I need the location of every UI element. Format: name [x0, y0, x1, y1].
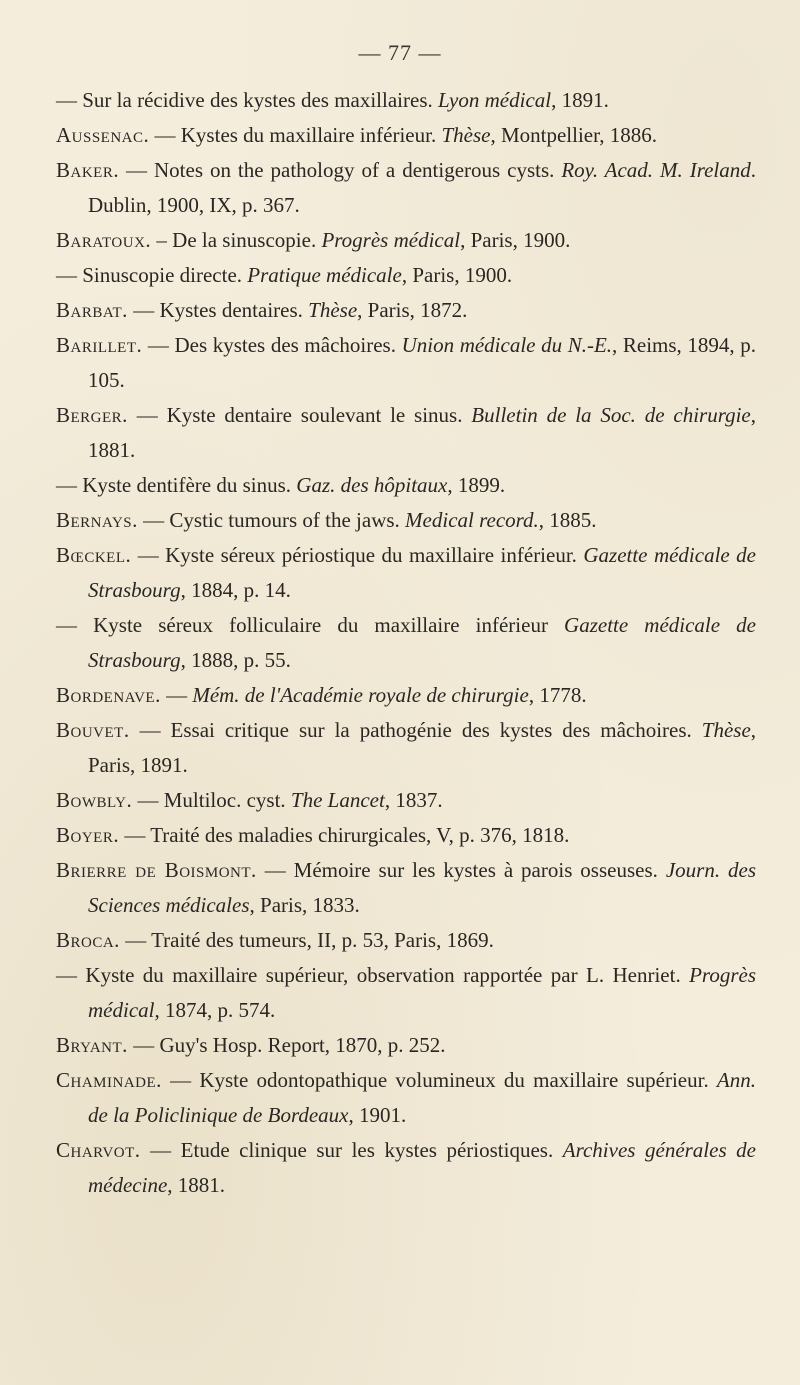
- reference-journal: Progrès médical: [321, 228, 461, 252]
- reference-dash: —: [129, 718, 171, 742]
- reference-details: , Montpellier, 1886.: [490, 123, 658, 147]
- reference-details: . Dublin, 1900, IX, p. 367.: [88, 158, 757, 217]
- reference-title: Sinuscopie directe.: [82, 263, 248, 287]
- reference-dash: —: [56, 473, 83, 497]
- reference-journal: Thèse: [701, 718, 751, 742]
- reference-entry: [56, 538, 756, 608]
- reference-entry: [56, 83, 756, 118]
- reference-details: , 1837.: [384, 788, 443, 812]
- reference-title: Guy's Hosp. Report, 1870, p. 252.: [159, 1033, 446, 1057]
- reference-dash: —: [56, 963, 86, 987]
- reference-dash: —: [161, 1068, 200, 1092]
- reference-title: Kystes dentaires.: [159, 298, 309, 322]
- reference-title: Kystes du maxillaire inférieur.: [180, 123, 442, 147]
- reference-entry: [56, 713, 756, 783]
- reference-dash: —: [127, 1033, 160, 1057]
- reference-dash: —: [160, 683, 193, 707]
- reference-journal: Ann. de la Policlinique de Bordeaux: [88, 1068, 756, 1127]
- reference-details: , Paris, 1872.: [357, 298, 468, 322]
- reference-journal: Medical record.: [405, 508, 539, 532]
- reference-author: Barillet.: [56, 333, 143, 357]
- reference-entry: [56, 818, 756, 853]
- reference-dash: —: [131, 543, 166, 567]
- reference-title: Essai critique sur la pathogénie des kystes des mâchoires.: [170, 718, 702, 742]
- reference-entry: [56, 258, 756, 293]
- reference-dash: —: [127, 403, 167, 427]
- reference-journal: Mém. de l'Académie royale de chirurgie: [192, 683, 529, 707]
- reference-author: Bordenave.: [56, 683, 161, 707]
- reference-title: Des kystes des mâchoires.: [174, 333, 402, 357]
- bibliography-list: [56, 83, 756, 1203]
- reference-details: , Paris, 1891.: [88, 718, 757, 777]
- reference-dash: —: [132, 788, 164, 812]
- reference-entry: [56, 153, 756, 223]
- reference-journal: Lyon médical: [438, 88, 552, 112]
- reference-journal: Progrès médical: [88, 963, 756, 1022]
- reference-dash: –: [151, 228, 173, 252]
- reference-journal: Bulletin de la Soc. de chirurgie: [471, 403, 751, 427]
- reference-author: Bœckel.: [56, 543, 132, 567]
- reference-details: , Paris, 1900.: [401, 263, 513, 287]
- reference-title: Traité des tumeurs, II, p. 53, Paris, 1869.: [151, 928, 494, 952]
- reference-details: , 1891.: [551, 88, 609, 112]
- reference-author: Baker.: [56, 158, 120, 182]
- reference-author: Boyer.: [56, 823, 120, 847]
- reference-dash: —: [137, 508, 170, 532]
- reference-title: Etude clinique sur les kystes périostiques.: [180, 1138, 563, 1162]
- reference-dash: —: [119, 928, 152, 952]
- reference-entry: [56, 853, 756, 923]
- reference-entry: [56, 608, 756, 678]
- reference-dash: —: [149, 123, 181, 147]
- reference-details: , 1881.: [167, 1173, 226, 1197]
- reference-author: Bryant.: [56, 1033, 128, 1057]
- reference-journal: Journ. des Sciences médicales: [88, 858, 756, 917]
- reference-details: , 1899.: [447, 473, 506, 497]
- reference-details: , 1874, p. 574.: [154, 998, 276, 1022]
- reference-title: Mémoire sur les kystes à parois osseuses.: [293, 858, 666, 882]
- reference-details: , 1881.: [88, 403, 756, 462]
- reference-author: Chaminade.: [56, 1068, 162, 1092]
- reference-details: , 1885.: [538, 508, 597, 532]
- reference-entry: [56, 293, 756, 328]
- reference-title: Cystic tumours of the jaws.: [169, 508, 406, 532]
- reference-journal: Gaz. des hôpitaux: [296, 473, 448, 497]
- reference-details: , 1778.: [528, 683, 587, 707]
- reference-entry: [56, 118, 756, 153]
- reference-title: Kyste séreux périostique du maxillaire inférieur.: [165, 543, 584, 567]
- reference-journal: Union médicale du N.-E.: [401, 333, 613, 357]
- reference-entry: [56, 468, 756, 503]
- reference-author: Berger.: [56, 403, 128, 427]
- reference-entry: [56, 223, 756, 258]
- reference-dash: —: [119, 823, 151, 847]
- reference-title: Notes on the pathology of a dentigerous cysts.: [154, 158, 562, 182]
- reference-dash: —: [142, 333, 175, 357]
- reference-title: Traité des maladies chirurgicales, V, p. 376, 1818.: [150, 823, 570, 847]
- reference-entry: [56, 328, 756, 398]
- reference-entry: [56, 678, 756, 713]
- reference-title: Kyste dentaire soulevant le sinus.: [166, 403, 472, 427]
- reference-title: Kyste odontopathique volumineux du maxillaire supérieur.: [199, 1068, 717, 1092]
- reference-author: Bouvet.: [56, 718, 130, 742]
- reference-dash: —: [119, 158, 155, 182]
- reference-entry: [56, 503, 756, 538]
- reference-title: Kyste dentifère du sinus.: [82, 473, 297, 497]
- reference-journal: Archives générales de médecine: [88, 1138, 757, 1197]
- reference-details: , Paris, 1833.: [249, 893, 360, 917]
- reference-journal: The Lancet: [290, 788, 385, 812]
- reference-author: Baratoux.: [56, 228, 152, 252]
- reference-details: , 1901.: [348, 1103, 407, 1127]
- reference-author: Broca.: [56, 928, 120, 952]
- reference-entry: [56, 398, 756, 468]
- reference-journal: Roy. Acad. M. Ireland: [561, 158, 751, 182]
- reference-author: Bowbly.: [56, 788, 133, 812]
- reference-author: Charvot.: [56, 1138, 141, 1162]
- page-number: — 77 —: [358, 40, 442, 65]
- reference-title: De la sinuscopie.: [172, 228, 322, 252]
- reference-details: , Reims, 1894, p. 105.: [88, 333, 757, 392]
- reference-author: Brierre de Boismont.: [56, 858, 257, 882]
- reference-dash: —: [140, 1138, 181, 1162]
- reference-journal: Gazette médicale de Strasbourg: [88, 543, 756, 602]
- reference-entry: [56, 1133, 756, 1203]
- reference-title: Sur la récidive des kystes des maxillaires.: [82, 88, 438, 112]
- reference-dash: —: [256, 858, 294, 882]
- reference-details: , 1884, p. 14.: [180, 578, 291, 602]
- reference-author: Aussenac.: [56, 123, 150, 147]
- reference-entry: [56, 958, 756, 1028]
- reference-title: Kyste du maxillaire supérieur, observation rapportée par L. Henriet.: [85, 963, 690, 987]
- reference-entry: [56, 1028, 756, 1063]
- reference-journal: Gazette médicale de Strasbourg: [88, 613, 757, 672]
- reference-dash: —: [56, 613, 94, 637]
- reference-details: , 1888, p. 55.: [180, 648, 291, 672]
- reference-journal: Thèse: [308, 298, 358, 322]
- reference-entry: [56, 923, 756, 958]
- reference-entry: [56, 783, 756, 818]
- reference-author: Barbat.: [56, 298, 128, 322]
- reference-author: Bernays.: [56, 508, 138, 532]
- reference-dash: —: [56, 88, 83, 112]
- reference-entry: [56, 1063, 756, 1133]
- reference-journal: Pratique médicale: [247, 263, 402, 287]
- reference-journal: Thèse: [441, 123, 491, 147]
- reference-title: Kyste séreux folliculaire du maxillaire inférieur: [93, 613, 565, 637]
- reference-dash: —: [127, 298, 160, 322]
- reference-details: , Paris, 1900.: [460, 228, 571, 252]
- reference-title: Multiloc. cyst.: [163, 788, 291, 812]
- reference-dash: —: [56, 263, 83, 287]
